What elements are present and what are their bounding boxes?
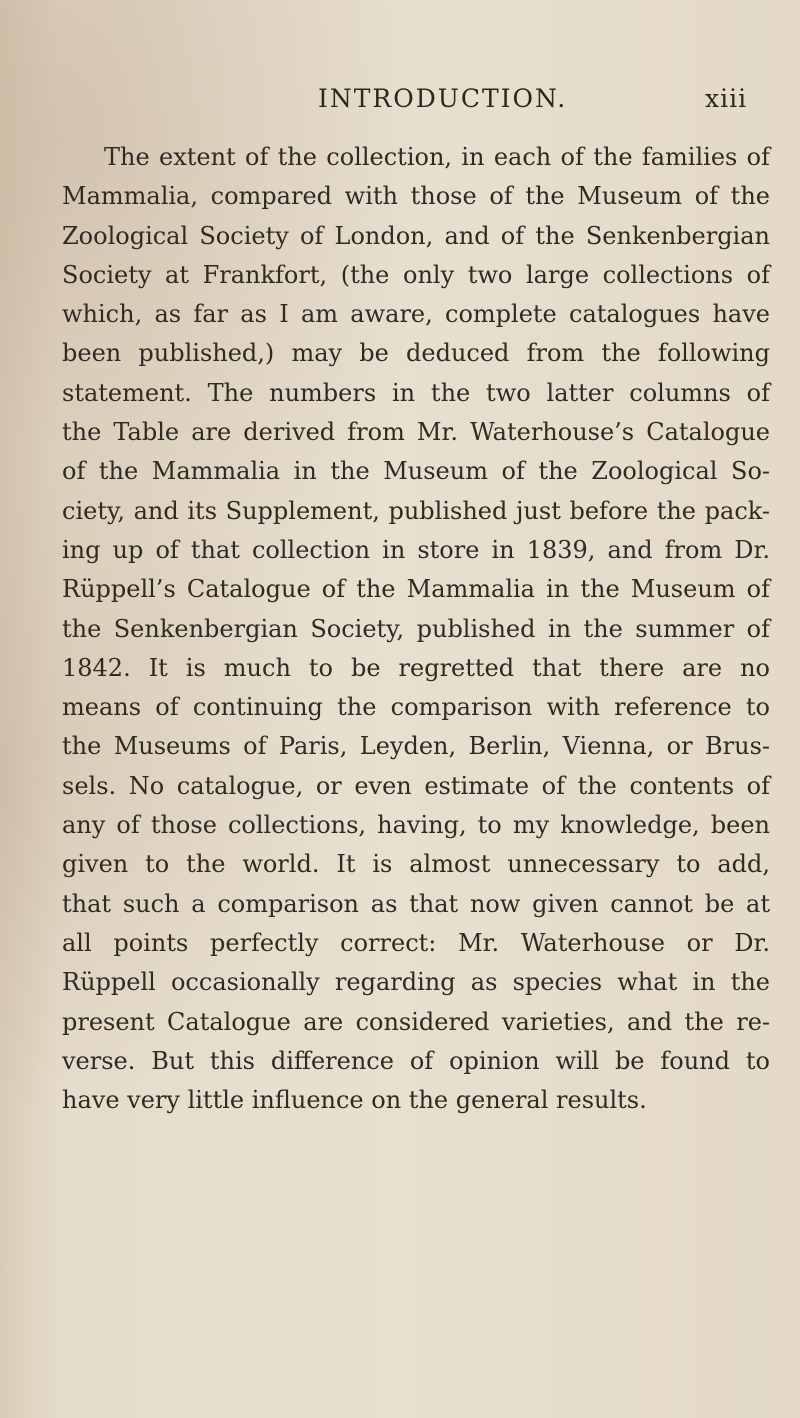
text-line: the Senkenbergian Society, published in the summer of [62, 614, 770, 643]
text-line: Mammalia, compared with those of the Museum of the [62, 182, 770, 211]
text-line: present Catalogue are considered varieties, and the re- [62, 1007, 770, 1036]
text-line: all points perfectly correct: Mr. Waterhouse or Dr. [62, 928, 770, 957]
body-paragraph [62, 138, 770, 1120]
text-line: which, as far as I am aware, complete catalogues have [62, 300, 770, 329]
text-line: The extent of the collection, in each of the families of [104, 143, 770, 171]
text-line: 1842. It is much to be regretted that there are no [62, 653, 770, 682]
running-head-title: INTRODUCTION. [318, 84, 568, 113]
text-line: Society at Frankfort, (the only two large collections of [62, 260, 770, 289]
text-line: means of continuing the comparison with reference to [62, 693, 770, 722]
text-line: verse. But this difference of opinion will be found to [62, 1046, 770, 1075]
text-line: statement. The numbers in the two latter columns of [62, 378, 770, 407]
text-line: sels. No catalogue, or even estimate of the contents of [62, 771, 770, 800]
text-line: ing up of that collection in store in 1839, and from Dr. [62, 535, 770, 564]
text-line: given to the world. It is almost unnecessary to add, [62, 850, 770, 879]
running-head [0, 84, 800, 124]
text-line: Zoological Society of London, and of the Senkenbergian [62, 221, 770, 250]
text-line: the Museums of Paris, Leyden, Berlin, Vienna, or Brus- [62, 732, 770, 761]
text-line: that such a comparison as that now given cannot be at [62, 889, 770, 918]
text-line: have very little influence on the general results. [62, 1086, 647, 1115]
page-number: xiii [705, 84, 748, 113]
text-line: been published,) may be deduced from the following [62, 339, 770, 368]
text-line: Rüppell occasionally regarding as species what in the [62, 968, 770, 997]
text-line: the Table are derived from Mr. Waterhouse’s Catalogue [62, 418, 770, 447]
text-line: any of those collections, having, to my knowledge, been [62, 811, 770, 840]
text-line: ciety, and its Supplement, published just before the pack- [62, 496, 770, 525]
text-line: Rüppell’s Catalogue of the Mammalia in the Museum of [62, 575, 770, 604]
text-line: of the Mammalia in the Museum of the Zoological So- [62, 457, 770, 486]
